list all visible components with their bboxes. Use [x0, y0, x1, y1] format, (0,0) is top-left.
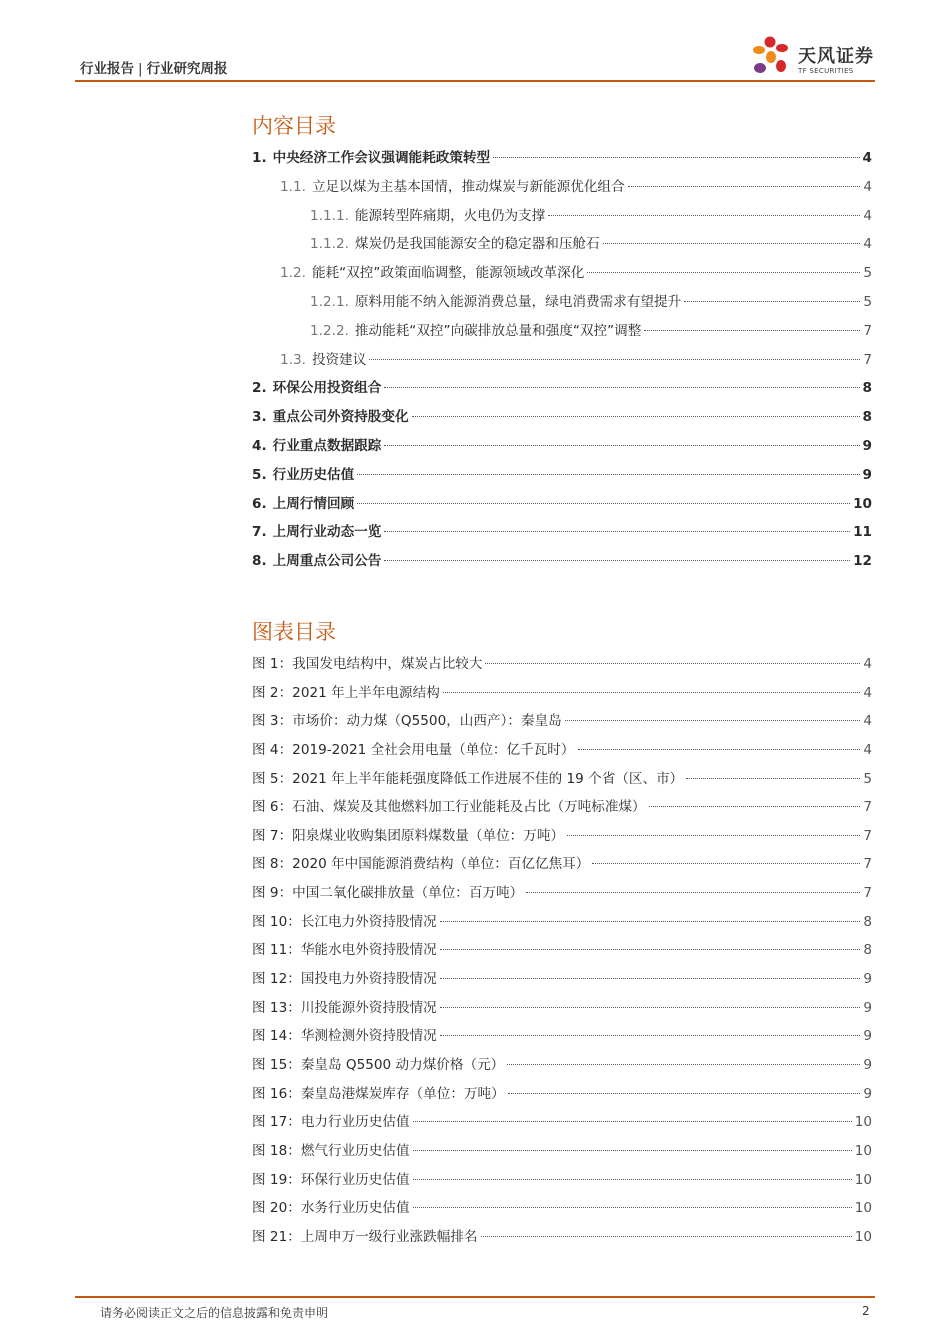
toc-entry-number: 1.2.2. — [310, 322, 349, 339]
toc-entry[interactable] — [252, 374, 872, 403]
toc-entry-page: 8 — [862, 380, 872, 397]
figure-label: 图 21： — [252, 1228, 301, 1245]
figure-label: 图 4： — [252, 741, 293, 758]
dot-leader — [481, 1236, 852, 1237]
toc-entry-number: 1.1.1. — [310, 207, 349, 224]
dot-leader — [384, 387, 859, 388]
toc-entry-page: 8 — [862, 409, 872, 426]
dot-leader — [526, 892, 860, 893]
figure-title: 2019-2021 全社会用电量（单位：亿千瓦时） — [292, 741, 575, 758]
figure-entry[interactable] — [252, 850, 872, 879]
dot-leader — [384, 445, 859, 446]
logo-petal-right — [776, 44, 788, 52]
figure-title: 秦皇岛港煤炭库存（单位：万吨） — [300, 1085, 505, 1102]
dot-leader — [443, 692, 861, 693]
figure-title: 2020 年中国能源消费结构（单位：百亿亿焦耳） — [292, 856, 590, 873]
logo-petal-center — [766, 51, 776, 63]
toc-entry-number: 1. — [252, 150, 267, 166]
logo-petal-top — [765, 37, 776, 48]
figure-title: 华能水电外资持股情况 — [300, 942, 437, 959]
figure-entry[interactable] — [252, 707, 872, 736]
toc-entry-number: 1.2. — [280, 265, 306, 282]
toc-entry[interactable] — [252, 259, 872, 288]
toc-entry-page: 5 — [863, 265, 872, 282]
toc-entry-number: 3. — [252, 409, 267, 426]
figure-entry[interactable] — [252, 965, 872, 994]
toc-entry-title: 投资建议 — [311, 351, 367, 368]
toc-entry-page: 12 — [853, 553, 872, 570]
toc-entry[interactable] — [252, 173, 872, 202]
figure-label: 图 9： — [252, 885, 293, 902]
logo-petal-bottom-right — [776, 60, 786, 72]
report-header — [80, 57, 228, 77]
toc-entry-title: 环保公用投资组合 — [272, 380, 382, 397]
figure-label: 图 14： — [252, 1028, 301, 1045]
toc-entry-title: 行业历史估值 — [272, 466, 355, 483]
figure-page: 9 — [863, 1056, 872, 1073]
dot-leader — [440, 921, 861, 922]
toc-entry[interactable] — [252, 317, 872, 346]
contents-list — [252, 144, 872, 576]
figure-page: 10 — [854, 1200, 872, 1217]
toc-entry[interactable] — [252, 403, 872, 432]
toc-entry-page: 9 — [862, 466, 872, 483]
figure-title: 中国二氧化碳排放量（单位：百万吨） — [292, 885, 524, 902]
page-number: 2 — [862, 1304, 870, 1318]
figure-entry[interactable] — [252, 936, 872, 965]
figure-entry[interactable] — [252, 1137, 872, 1166]
dot-leader — [684, 301, 860, 302]
figure-label: 图 8： — [252, 856, 293, 873]
footer-divider — [75, 1296, 875, 1298]
figure-entry[interactable] — [252, 1022, 872, 1051]
figure-page: 4 — [863, 741, 872, 758]
figure-page: 7 — [863, 799, 872, 816]
dot-leader — [413, 1121, 852, 1122]
toc-entry-page: 10 — [853, 495, 872, 512]
figure-page: 4 — [863, 684, 872, 701]
dot-leader — [649, 806, 861, 807]
toc-entry-number: 1.1. — [280, 178, 306, 195]
toc-entry[interactable] — [252, 346, 872, 375]
figure-entry[interactable] — [252, 908, 872, 937]
toc-entry-title: 能耗“双控”政策面临调整，能源领域改革深化 — [311, 265, 585, 282]
dot-leader — [357, 503, 850, 504]
figure-title: 2021 年上半年电源结构 — [292, 684, 440, 701]
figure-label: 图 17： — [252, 1114, 301, 1131]
figure-page: 9 — [863, 1028, 872, 1045]
report-series: 行业研究周报 — [146, 61, 228, 77]
toc-entry[interactable] — [252, 490, 872, 519]
dot-leader — [578, 749, 861, 750]
toc-entry[interactable] — [252, 461, 872, 490]
figure-page: 8 — [863, 913, 872, 930]
dot-leader — [565, 720, 861, 721]
dot-leader — [493, 157, 859, 158]
figure-label: 图 18： — [252, 1142, 301, 1159]
dot-leader — [413, 1207, 852, 1208]
figures-list — [252, 650, 872, 1251]
dot-leader — [644, 330, 860, 331]
figure-label: 图 3： — [252, 713, 293, 730]
toc-entry-number: 2. — [252, 380, 267, 397]
toc-entry[interactable] — [252, 547, 872, 576]
figure-title: 水务行业历史估值 — [300, 1200, 410, 1217]
toc-entry-page: 4 — [863, 207, 872, 224]
dot-leader — [567, 835, 860, 836]
toc-entry-page: 4 — [862, 150, 872, 166]
toc-entry-title: 上周重点公司公告 — [272, 553, 382, 570]
figure-title: 秦皇岛 Q5500 动力煤价格（元） — [300, 1056, 505, 1073]
logo-petal-bottom-left — [754, 63, 766, 73]
figure-title: 华测检测外资持股情况 — [300, 1028, 437, 1045]
toc-entry-title: 立足以煤为主基本国情，推动煤炭与新能源优化组合 — [311, 178, 625, 195]
figure-label: 图 10： — [252, 913, 301, 930]
dot-leader — [440, 949, 861, 950]
figure-label: 图 13： — [252, 999, 301, 1016]
figure-title: 环保行业历史估值 — [300, 1171, 410, 1188]
figure-entry[interactable] — [252, 994, 872, 1023]
figure-entry[interactable] — [252, 650, 872, 679]
toc-entry-number: 1.3. — [280, 351, 306, 368]
figure-page: 7 — [863, 856, 872, 873]
figure-page: 4 — [863, 656, 872, 672]
dot-leader — [628, 186, 861, 187]
figure-label: 图 16： — [252, 1085, 301, 1102]
figure-label: 图 6： — [252, 799, 293, 816]
dot-leader — [440, 1007, 861, 1008]
figure-title: 国投电力外资持股情况 — [300, 971, 437, 988]
figure-page: 9 — [863, 1085, 872, 1102]
toc-entry-number: 1.1.2. — [310, 236, 349, 253]
figure-entry[interactable] — [252, 736, 872, 765]
figure-entry[interactable] — [252, 679, 872, 708]
dot-leader — [357, 474, 859, 475]
figure-entry[interactable] — [252, 1080, 872, 1109]
figure-label: 图 2： — [252, 684, 293, 701]
figure-entry[interactable] — [252, 822, 872, 851]
toc-entry-page: 5 — [863, 293, 872, 310]
figure-page: 9 — [863, 999, 872, 1016]
dot-leader — [440, 1035, 861, 1036]
toc-entry-title: 煤炭仍是我国能源安全的稳定器和压舱石 — [354, 236, 600, 253]
figure-entry[interactable] — [252, 793, 872, 822]
toc-entry-title: 能源转型阵痛期，火电仍为支撑 — [354, 207, 546, 224]
figure-title: 阳泉煤业收购集团原料煤数量（单位：万吨） — [292, 827, 565, 844]
toc-entry-number: 5. — [252, 466, 267, 483]
logo-subtitle: TF SECURITIES — [798, 67, 854, 75]
figures-title: 图表目录 — [252, 620, 336, 644]
toc-entry-title: 行业重点数据跟踪 — [272, 437, 382, 454]
toc-entry-title: 原料用能不纳入能源消费总量，绿电消费需求有望提升 — [354, 293, 682, 310]
figure-label: 图 1： — [252, 656, 293, 672]
toc-entry-page: 7 — [863, 351, 872, 368]
figure-label: 图 11： — [252, 942, 301, 959]
figure-title: 市场价：动力煤（Q5500，山西产）：秦皇岛 — [292, 713, 562, 730]
dot-leader — [592, 863, 860, 864]
figure-page: 4 — [863, 713, 872, 730]
figure-entry[interactable] — [252, 1194, 872, 1223]
footer-disclaimer: 请务必阅读正文之后的信息披露和免责申明 — [100, 1306, 329, 1320]
figure-title: 川投能源外资持股情况 — [300, 999, 437, 1016]
figure-label: 图 5： — [252, 770, 293, 787]
toc-entry[interactable] — [252, 432, 872, 461]
toc-entry[interactable] — [252, 288, 872, 317]
header-separator: | — [138, 61, 143, 77]
figure-page: 10 — [854, 1114, 872, 1131]
toc-entry-page: 9 — [862, 437, 872, 454]
dot-leader — [508, 1093, 861, 1094]
figure-label: 图 12： — [252, 971, 301, 988]
logo-name: 天风证券 — [798, 46, 874, 67]
toc-entry-number: 4. — [252, 437, 267, 454]
toc-entry-page: 4 — [863, 178, 872, 195]
toc-entry-title: 上周行情回顾 — [272, 495, 355, 512]
figure-entry[interactable] — [252, 1051, 872, 1080]
dot-leader — [587, 272, 860, 273]
figure-entry[interactable] — [252, 765, 872, 794]
figure-entry[interactable] — [252, 1108, 872, 1137]
figure-page: 10 — [854, 1142, 872, 1159]
toc-entry-title: 中央经济工作会议强调能耗政策转型 — [272, 150, 491, 166]
figure-title: 长江电力外资持股情况 — [300, 913, 437, 930]
toc-entry[interactable] — [252, 230, 872, 259]
figure-page: 8 — [863, 942, 872, 959]
figure-label: 图 20： — [252, 1200, 301, 1217]
figure-entry[interactable] — [252, 1223, 872, 1252]
dot-leader — [686, 778, 860, 779]
toc-entry[interactable] — [252, 144, 872, 173]
figure-label: 图 19： — [252, 1171, 301, 1188]
figure-page: 10 — [854, 1228, 872, 1245]
figure-title: 燃气行业历史估值 — [300, 1142, 410, 1159]
figure-entry[interactable] — [252, 1166, 872, 1195]
figure-page: 7 — [863, 827, 872, 844]
toc-entry-page: 11 — [853, 524, 872, 541]
figure-page: 5 — [863, 770, 872, 787]
contents-title: 内容目录 — [252, 114, 336, 138]
figure-title: 我国发电结构中，煤炭占比较大 — [292, 656, 483, 672]
dot-leader — [369, 359, 860, 360]
dot-leader — [413, 1150, 852, 1151]
dot-leader — [603, 243, 861, 244]
figure-title: 2021 年上半年能耗强度降低工作进展不佳的 19 个省（区、市） — [292, 770, 684, 787]
logo-petal-left — [753, 46, 765, 54]
figure-page: 7 — [863, 885, 872, 902]
dot-leader — [548, 215, 860, 216]
dot-leader — [413, 1179, 852, 1180]
toc-entry-title: 上周行业动态一览 — [272, 524, 382, 541]
toc-entry-title: 重点公司外资持股变化 — [272, 409, 409, 426]
dot-leader — [440, 978, 861, 979]
figure-label: 图 15： — [252, 1056, 301, 1073]
toc-entry-number: 1.2.1. — [310, 293, 349, 310]
figure-entry[interactable] — [252, 879, 872, 908]
toc-entry-number: 8. — [252, 553, 267, 570]
dot-leader — [384, 531, 850, 532]
toc-entry-number: 7. — [252, 524, 267, 541]
toc-entry-page: 4 — [863, 236, 872, 253]
dot-leader — [485, 663, 860, 664]
toc-entry[interactable] — [252, 202, 872, 231]
figure-page: 9 — [863, 971, 872, 988]
toc-entry-page: 7 — [863, 322, 872, 339]
report-type: 行业报告 — [80, 61, 134, 77]
dot-leader — [507, 1064, 860, 1065]
toc-entry-title: 推动能耗“双控”向碳排放总量和强度“双控”调整 — [354, 322, 642, 339]
figure-title: 石油、煤炭及其他燃料加工行业能耗及占比（万吨标准煤） — [292, 799, 646, 816]
figure-label: 图 7： — [252, 827, 293, 844]
header-divider — [75, 80, 875, 82]
dot-leader — [384, 560, 850, 561]
dot-leader — [412, 416, 860, 417]
figure-title: 电力行业历史估值 — [300, 1114, 410, 1131]
toc-entry[interactable] — [252, 518, 872, 547]
figure-title: 上周申万一级行业涨跌幅排名 — [300, 1228, 478, 1245]
figure-page: 10 — [854, 1171, 872, 1188]
toc-entry-number: 6. — [252, 495, 267, 512]
